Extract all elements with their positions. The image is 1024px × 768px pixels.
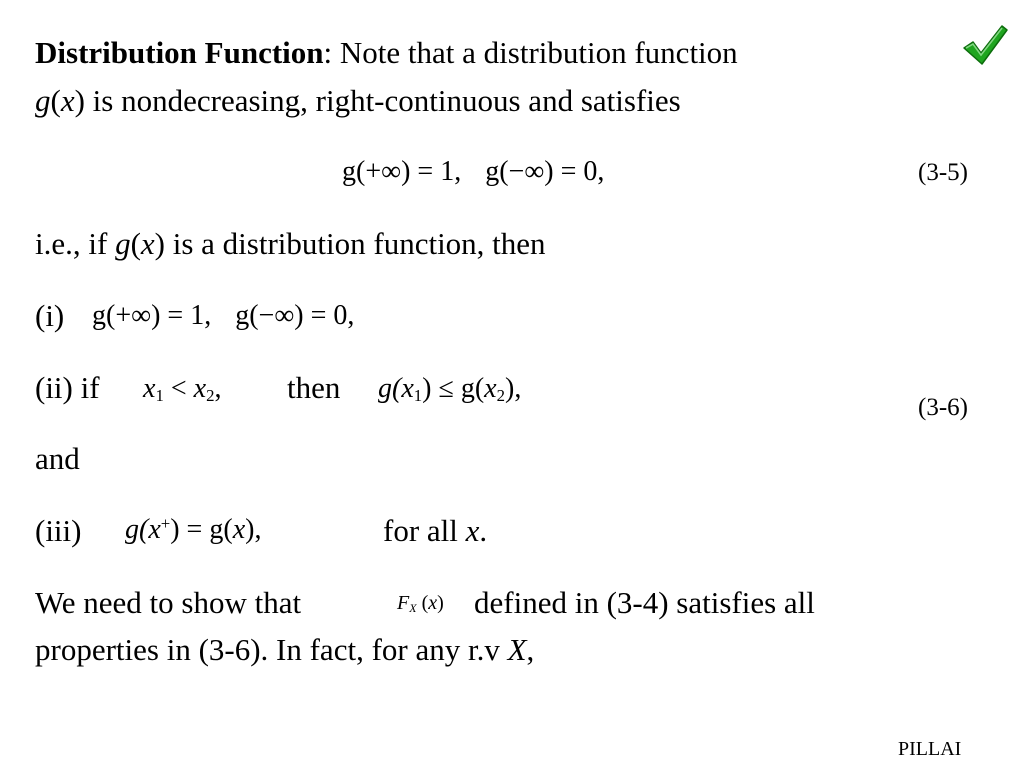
item-i-label: (i): [35, 298, 65, 333]
item-i-equation: [92, 302, 354, 330]
title-colon: :: [323, 35, 333, 70]
sub-X: X: [409, 601, 417, 615]
show-prefix: We need to show that: [35, 585, 302, 620]
for-all: for all: [383, 513, 466, 548]
x-symbol: x: [148, 514, 161, 545]
for-all-x: [383, 515, 487, 546]
item-i-part1: g(+∞) = 1,: [92, 300, 212, 331]
close-comma: ),: [245, 514, 262, 545]
item-ii-label: (ii) if: [35, 370, 100, 405]
sub-1: 1: [413, 386, 423, 406]
paren-close: ): [437, 592, 444, 614]
sub-2: 2: [206, 386, 215, 406]
paren-close: ): [154, 226, 165, 261]
x-symbol: x: [465, 513, 480, 548]
last-line: [35, 634, 534, 665]
x-symbol: x: [232, 514, 246, 545]
x1-symbol: x: [143, 373, 156, 404]
item-ii-then: then: [287, 370, 341, 405]
paren-close: ): [74, 83, 85, 118]
item-iii-equation: [125, 513, 262, 545]
intro-line-1: [35, 37, 738, 68]
checkmark-icon: [960, 22, 1010, 68]
g-symbol: g: [115, 226, 131, 261]
F-symbol: F: [397, 592, 410, 614]
g-open: g(: [125, 514, 149, 545]
leq-mid: ) ≤ g(: [422, 373, 485, 404]
ie-line: [35, 228, 546, 259]
eq35-part1: g(+∞) = 1,: [342, 156, 462, 187]
equation-number-3-5: (3-5): [918, 159, 968, 186]
item-iii-label: (iii): [35, 513, 82, 548]
intro-line1-rest: Note that a distribution function: [332, 35, 738, 70]
ie-prefix: i.e., if: [35, 226, 116, 261]
equation-number-3-6: (3-6): [918, 394, 968, 421]
last-line-prefix: properties in (3-6). In fact, for any r.v: [35, 632, 508, 667]
intro-line-2: [35, 85, 681, 116]
close-comma: ),: [505, 373, 522, 404]
x-symbol: x: [60, 83, 75, 118]
and-word: and: [35, 441, 80, 476]
sub-2: 2: [496, 386, 505, 406]
less-than: <: [163, 373, 194, 404]
equation-3-5: [342, 158, 604, 186]
paren-open: (: [416, 592, 429, 614]
paren-open: (: [50, 83, 61, 118]
item-ii-inequality: [378, 373, 522, 406]
period: .: [479, 513, 488, 548]
x-symbol: x: [428, 592, 438, 614]
x-symbol: x: [140, 226, 155, 261]
title-bold: Distribution Function: [35, 35, 324, 70]
X-symbol: X: [507, 632, 527, 667]
g-open: g(: [378, 373, 402, 404]
x1-symbol: x: [401, 373, 414, 404]
g-symbol: g: [35, 83, 51, 118]
comma: ,: [214, 373, 222, 404]
footer-author: PILLAI: [898, 738, 962, 760]
last-line-suffix: ,: [526, 632, 535, 667]
item-i-part2: g(−∞) = 0,: [235, 300, 355, 331]
show-suffix: defined in (3-4) satisfies all: [474, 585, 815, 620]
x2-symbol: x: [193, 373, 207, 404]
paren-open: (: [130, 226, 141, 261]
eq35-part2: g(−∞) = 0,: [485, 156, 605, 187]
equals-mid: ) = g(: [170, 514, 233, 545]
item-ii-condition: [143, 373, 222, 406]
sub-1: 1: [155, 386, 164, 406]
intro-line2-rest: is nondecreasing, right-continuous and satisfies: [84, 83, 681, 118]
ie-suffix: is a distribution function, then: [164, 226, 546, 261]
x2-symbol: x: [484, 373, 497, 404]
sup-plus: +: [160, 513, 171, 533]
fx-symbol: [397, 593, 444, 613]
